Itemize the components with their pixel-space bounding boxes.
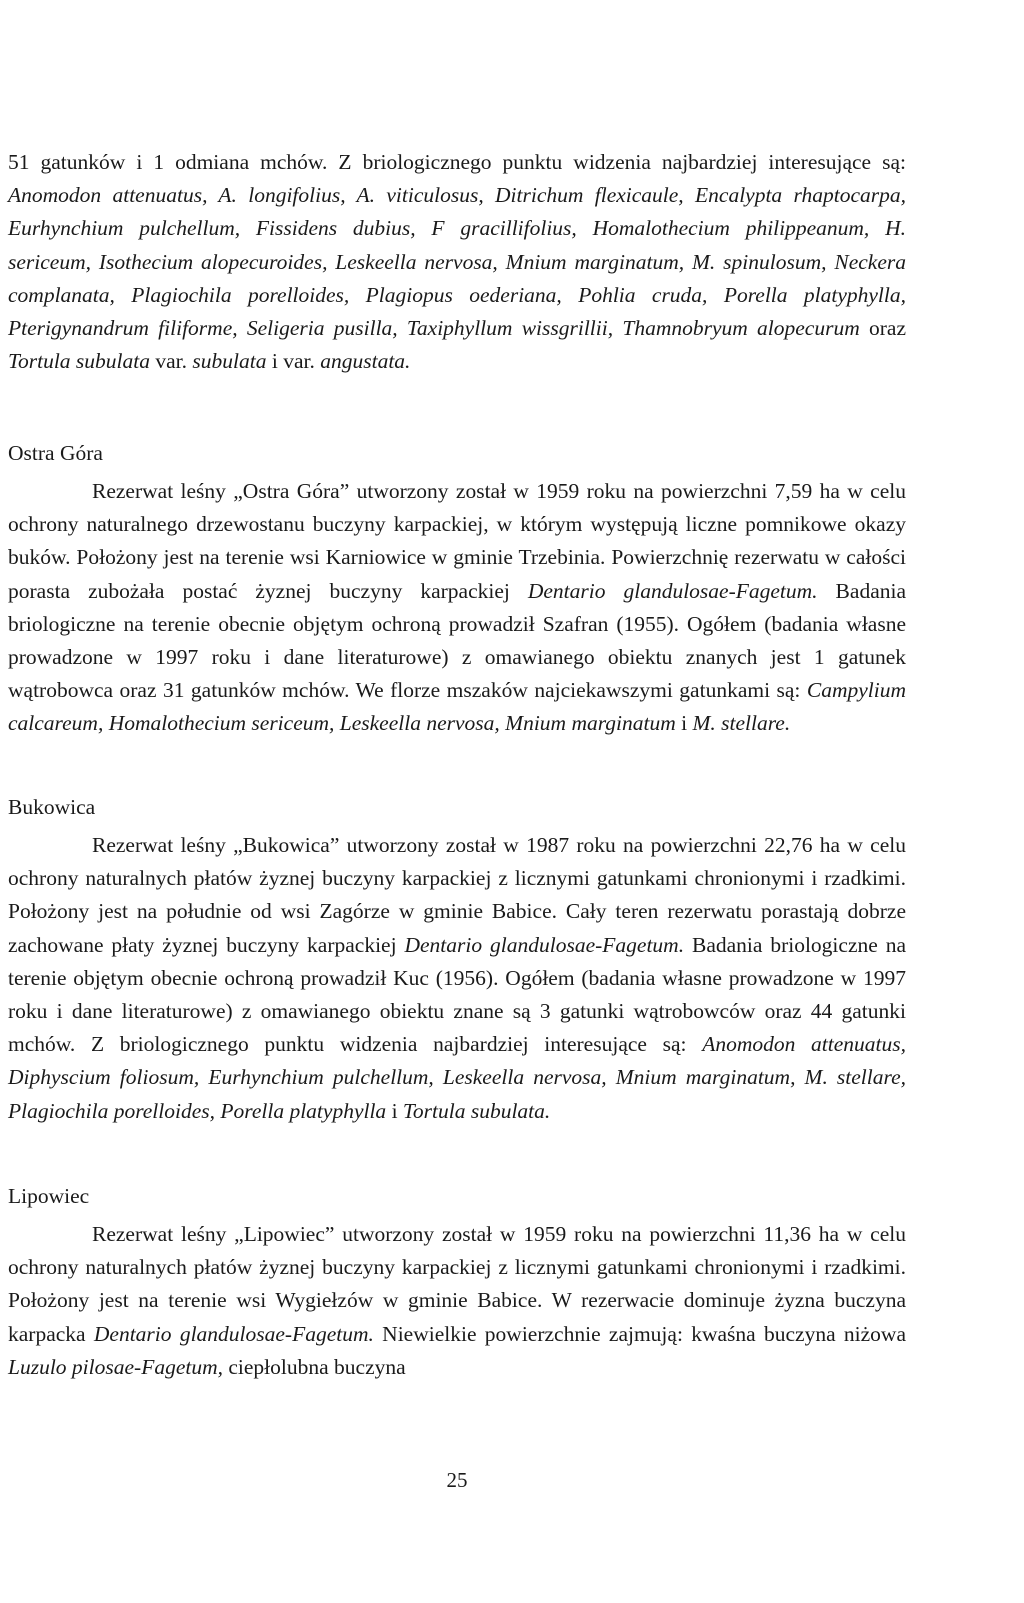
intro-paragraph [8, 146, 906, 378]
italic-text-segment: Luzulo pilosae-Fagetum, [8, 1354, 223, 1379]
text-segment: 51 gatunków i 1 odmiana mchów. Z briologicznego punktu widzenia najbardziej interesujące są: [8, 150, 906, 174]
text-segment: oraz [859, 316, 907, 341]
italic-text-segment: Dentario glandulosae-Fagetum. [404, 932, 685, 957]
ostra-gora-paragraph [8, 475, 906, 741]
italic-text-segment: subulata [192, 349, 267, 374]
italic-text-segment: Dentario glandulosae-Fagetum. [93, 1321, 374, 1346]
text-segment: i [386, 1098, 403, 1123]
text-segment: i var. [266, 349, 321, 374]
section-heading-bukowica: Bukowica [8, 795, 96, 819]
text-segment: Rezerwat leśny „Lipowiec” utworzony został w 1959 roku na powierzchni 11,36 ha w celu ochrony naturalnych płatów żyznej buczyny karpackiej z licznymi gatunkami chronionymi i rzadkimi. Położony jest na terenie wsi Wygiełzów w gminie Babice. W rezerwacie dominuje żyzna buczyna karpacka [8, 1222, 906, 1346]
italic-text-segment: Campylium calcareum, Homalothecium sericeum, Leskeella nervosa, Mnium marginatum [8, 678, 906, 736]
italic-text-segment: angustata. [320, 349, 411, 374]
text-segment: i [675, 711, 693, 736]
page-number: 25 [446, 1468, 468, 1492]
text-segment: Badania briologiczne na terenie obecnie objętym ochroną prowadził Szafran (1955). Ogółem (badania własne prowadzone w 1997 roku i dane literaturowe) z omawianego obiektu znanych jest 1 gatunek wątrobowca oraz 31 gatunków mchów. We florze mszaków najciekawszymi gatunkami są: [8, 578, 907, 703]
text-segment: Rezerwat leśny „Ostra Góra” utworzony został w 1959 roku na powierzchni 7,59 ha w celu ochrony naturalnego drzewostanu buczyny karpackiej, w którym występują liczne pomnikowe okazy buków. Położony jest na terenie wsi Karniowice w gminie Trzebinia. Powierzchnię rezerwatu w całości porasta zubożała postać żyznej buczyny karpackiej [8, 479, 906, 603]
bukowica-paragraph [8, 829, 906, 1128]
italic-text-segment: M. stellare. [692, 711, 791, 736]
section-heading-ostra-gora: Ostra Góra [8, 441, 103, 465]
text-segment: Badania briologiczne na terenie objętym obecnie ochroną prowadził Kuc (1956). Ogółem (badania własne prowadzone w 1997 roku i dane literaturowe) z omawianego obiektu znane są 3 gatunki wątrobowców oraz 44 gatunki mchów. Z briologicznego punktu widzenia najbardziej interesujące są: [8, 932, 906, 1057]
italic-text-segment: Dentario glandulosae-Fagetum. [527, 578, 818, 603]
lipowiec-paragraph [8, 1218, 906, 1384]
text-segment: Niewielkie powierzchnie zajmują: kwaśna buczyna niżowa [373, 1321, 907, 1346]
text-segment: Rezerwat leśny „Bukowica” utworzony został w 1987 roku na powierzchni 22,76 ha w celu ochrony naturalnych płatów żyznej buczyny karpackiej z licznymi gatunkami chronionymi i rzadkimi. Położony jest na południe od wsi Zagórze w gminie Babice. Cały teren rezerwatu porastają dobrze zachowane płaty żyznej buczyny karpackiej [8, 833, 906, 957]
text-segment: var. [150, 349, 193, 374]
italic-text-segment: Anomodon attenuatus, Diphyscium foliosum, Eurhynchium pulchellum, Leskeella nervosa, Mnium marginatum, M. stellare, Plagiochila porelloides, Porella platyphylla [8, 1032, 906, 1123]
section-heading-lipowiec: Lipowiec [8, 1184, 90, 1208]
italic-text-segment: Anomodon attenuatus, A. longifolius, A. viticulosus, Ditrichum flexicaule, Encalypta rhaptocarpa, Eurhynchium pulchellum, Fissidens dubius, F gracillifolius, Homalothecium philippeanum, H. sericeum, Isothecium alopecuroides, Leskeella nervosa, Mnium marginatum, M. spinulosum, Neckera complanata, Plagiochila porelloides, Plagiopus oederiana, Pohlia cruda, Porella platyphylla, Pterigynandrum filiforme, Seligeria pusilla, Taxiphyllum wissgrillii, Thamnobryum alopecurum [8, 183, 906, 341]
italic-text-segment: Tortula subulata [8, 349, 150, 374]
italic-text-segment: Tortula subulata. [402, 1098, 551, 1123]
text-segment: ciepłolubna buczyna [223, 1354, 406, 1379]
